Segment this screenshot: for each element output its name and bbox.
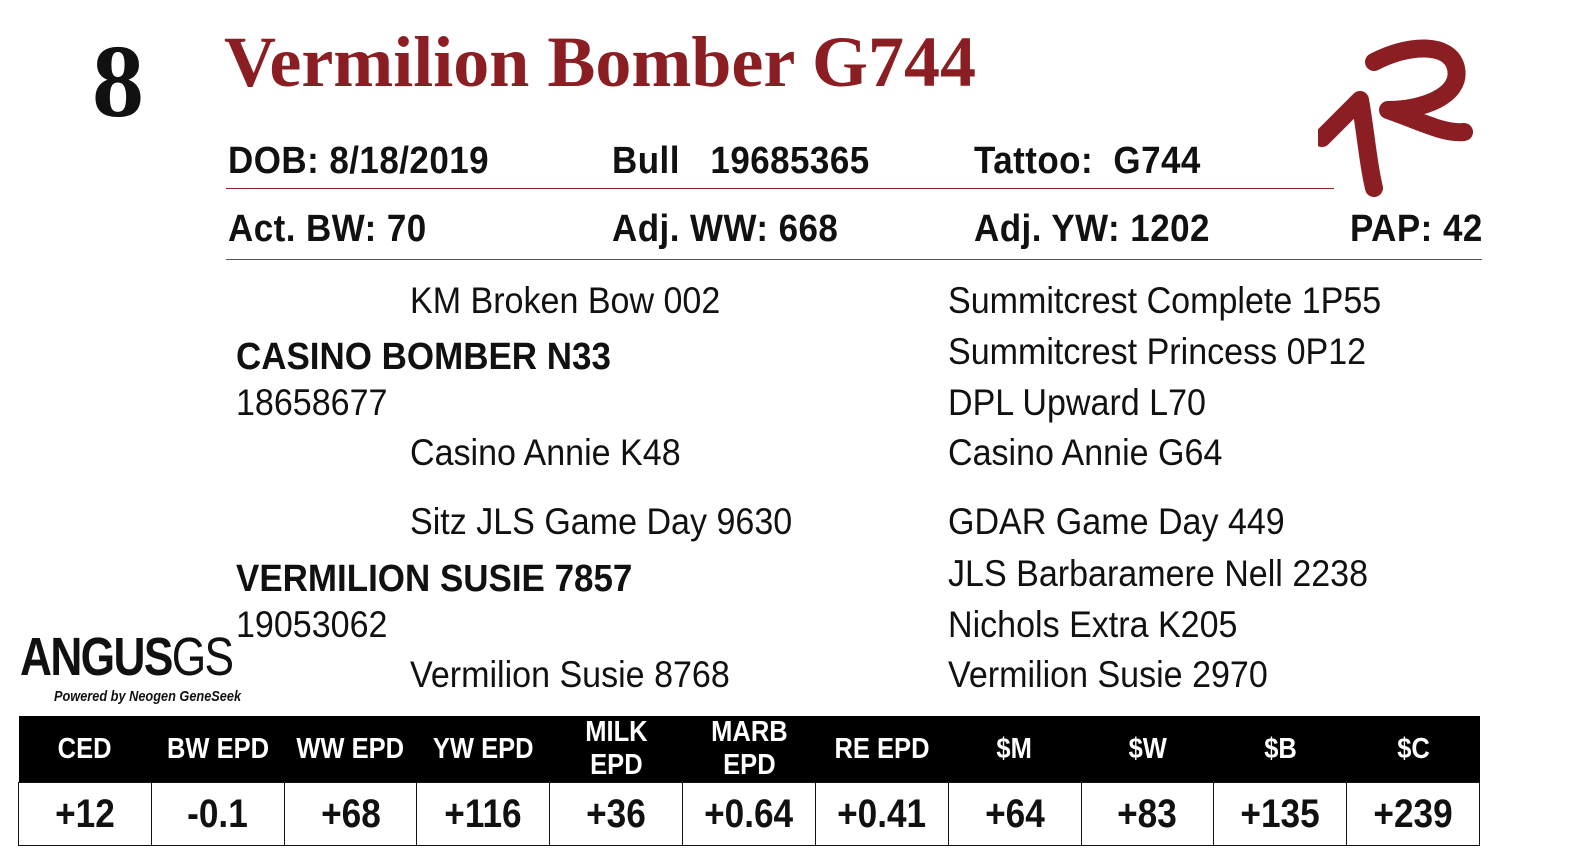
epd-value-cell: +68 [284,783,417,846]
yw-label: Adj. YW: [974,208,1121,250]
great-grandparent: DPL Upward L70 [948,382,1206,423]
angus-gs-logo [20,627,279,705]
sire-name: CASINO BOMBER N33 [236,336,611,378]
pap-field [1350,210,1483,248]
epd-header-cell: $M [948,716,1081,783]
maternal-granddam: Vermilion Susie 8768 [410,654,730,695]
ww-label: Adj. WW: [612,208,769,250]
dob-label: DOB: [228,140,320,182]
epd-header-cell: WW EPD [284,716,417,783]
sex-value: Bull [612,140,680,182]
tattoo-field [974,142,1201,180]
yw-value: 1202 [1130,208,1210,250]
registration-field [612,142,870,180]
great-grandparent: JLS Barbaramere Nell 2238 [948,553,1369,594]
pap-label: PAP: [1350,208,1433,250]
epd-header-cell: $B [1214,716,1347,783]
paternal-grandsire: KM Broken Bow 002 [410,280,721,321]
bw-value: 70 [386,208,427,250]
epd-value-cell: +0.64 [683,783,816,846]
vermilion-vr-brand-icon [1318,38,1478,198]
dam-name: VERMILION SUSIE 7857 [236,558,633,600]
angus-logo-tagline: Powered by Neogen GeneSeek [54,688,242,705]
great-grandparent: Summitcrest Princess 0P12 [948,331,1367,372]
pap-value: 42 [1442,208,1483,250]
epd-header-cell: RE EPD [815,716,948,783]
great-grandparent: GDAR Game Day 449 [948,501,1285,542]
epd-value-cell: +239 [1347,783,1480,846]
divider-rule [226,259,1482,260]
epd-header-cell: MILK EPD [550,716,683,783]
great-grandparent: Vermilion Susie 2970 [948,654,1268,695]
ww-value: 668 [778,208,839,250]
maternal-grandsire: Sitz JLS Game Day 9630 [410,501,793,542]
dob-field [228,142,489,180]
lot-number: 8 [92,24,144,139]
great-grandparent: Nichols Extra K205 [948,604,1238,645]
registration-number: 19685365 [710,140,870,182]
sire-registration: 18658677 [236,382,388,423]
great-grandparent: Summitcrest Complete 1P55 [948,280,1382,321]
weaning-weight-field [612,210,838,248]
epd-value-cell: -0.1 [151,783,284,846]
epd-value-cell: +36 [550,783,683,846]
epd-header-cell: YW EPD [417,716,550,783]
epd-value-cell: +12 [19,783,152,846]
angus-logo-wordmark: ANGUSGS [20,627,233,687]
epd-value-cell: +83 [1081,783,1214,846]
tattoo-value: G744 [1113,140,1201,182]
epd-value-cell: +0.41 [815,783,948,846]
divider-rule [226,188,1334,189]
great-grandparent: Casino Annie G64 [948,432,1223,473]
epd-header-cell: $W [1081,716,1214,783]
dob-value: 8/18/2019 [329,140,490,182]
paternal-granddam: Casino Annie K48 [410,432,681,473]
epd-value-cell: +135 [1214,783,1347,846]
epd-value-cell: +64 [948,783,1081,846]
epd-header-row [19,716,1480,783]
epd-value-cell: +116 [417,783,550,846]
epd-table [18,716,1480,846]
animal-name: Vermilion Bomber G744 [224,22,976,102]
epd-header-cell: $C [1347,716,1480,783]
epd-value-row [19,783,1480,846]
epd-header-cell: BW EPD [151,716,284,783]
epd-header-cell: CED [19,716,152,783]
bw-label: Act. BW: [228,208,377,250]
yearling-weight-field [974,210,1210,248]
tattoo-label: Tattoo: [974,140,1094,182]
dam-registration: 19053062 [236,604,388,645]
epd-header-cell: MARB EPD [683,716,816,783]
birth-weight-field [228,210,427,248]
